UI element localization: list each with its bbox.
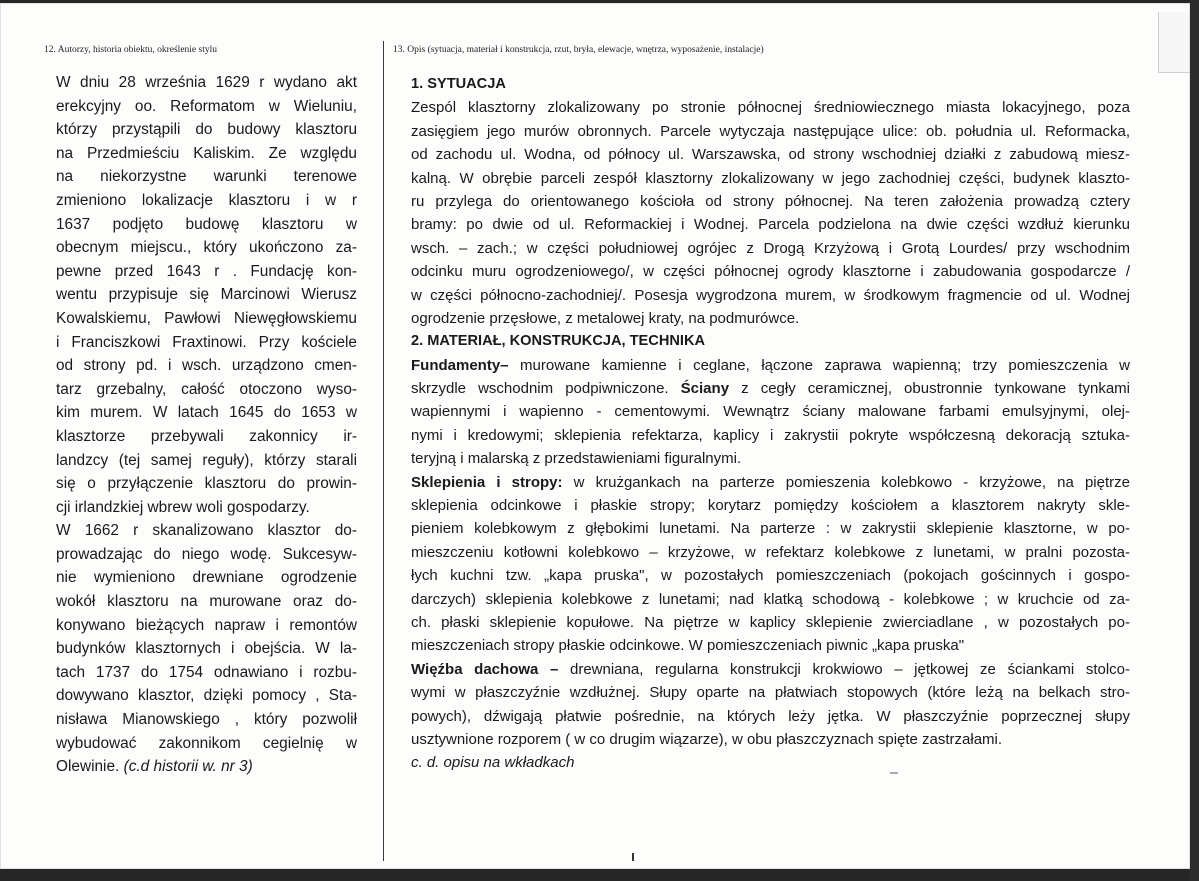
history-last-text: Olewinie. [56, 758, 124, 776]
scan-edge [1190, 0, 1199, 881]
foundations-text: murowane kamienne i ceglane, łączone zaprawa wapienną; trzy pomieszczenia w [508, 356, 1130, 374]
history-line: W dniu 28 września 1629 r wydano akt [56, 74, 357, 91]
vaults-label: Sklepienia i stropy: [411, 473, 563, 491]
left-column-header: 12. Autorzy, historia obiektu, określenie stylu [44, 45, 217, 55]
situation-line: wsch. – zach.; w części południowej ogrójec z Drogą Krzyżową i Grotą Lourdes/ przy wschodnim [411, 239, 1130, 257]
history-line: wokół klasztoru na murowane oraz do- [56, 593, 357, 611]
history-line: pewne przed 1643 r . Fundację kon- [56, 262, 357, 280]
history-line: Kowalskiemu, Pawłowi Niewęgłowskiemu [56, 309, 357, 327]
history-line: i Franciszkowi Fraxtinowi. Przy kościele [56, 333, 357, 351]
roof-label: Więźba dachowa – [411, 660, 559, 678]
situation-line: odcinku muru ogrodzeniowego/, w części północnej ogrody klasztorne i zabudowania gospodarcze / [411, 263, 1130, 281]
roof-line: usztywnione rozporem ( w co drugim wiązarze), w obu płaszczyznach spięte zastrzałami. [411, 730, 1003, 748]
situation-line: w części północno-zachodniej/. Posesja wygrodzona murem, w środkowym fragmencie od ul. Wodnej [411, 286, 1130, 304]
foundations-label: Fundamenty– [411, 356, 509, 374]
roof-line [411, 658, 1130, 681]
history-line: na niekorzystne warunki terenowe [56, 168, 357, 186]
walls-label: Ściany [680, 380, 730, 398]
situation-line: zasięgiem jego murów obronnych. Parcele wytyczaja następujące ulice: ob. południa ul. Reformacka, [411, 122, 1130, 140]
scan-smudge [890, 772, 898, 774]
history-last-line [56, 755, 357, 779]
history-line: budynków klasztornych i obejścia. W la- [56, 640, 357, 658]
history-column [56, 71, 357, 779]
history-line: obecnym miejscu., który ukończono za- [56, 239, 357, 257]
history-line: dowywano klasztor, dzięki pomocy , Sta- [56, 687, 357, 705]
roof-line: wymi w płaszczyźnie wzdłużnej. Słupy oparte na płatwiach stopowych (które leżą na belkach stro- [411, 684, 1130, 702]
history-line: 1637 podjęto budowę klasztoru w [56, 215, 357, 233]
history-line: prowadzając do niego wodę. Sukcesyw- [56, 545, 357, 563]
history-line: się o przyłączenie klasztoru do prowin- [56, 475, 357, 493]
section-title-material: 2. MATERIAŁ, KONSTRUKCJA, TECHNIKA [411, 333, 706, 350]
history-line: wybudować zakonnikom cegielnię w [56, 734, 357, 752]
history-line: tarz grzebalny, całość otoczono wyso- [56, 380, 357, 398]
vaults-line: łych kuchni tzw. „kapa pruska", w pozostałych pomieszczeniach (pokojach gościnnych i gospo- [411, 567, 1130, 585]
history-line: konywano bieżących napraw i remontów [56, 616, 357, 634]
continued-note [411, 751, 1130, 774]
vaults-line: darczych) sklepienia kolebkowe z lunetami; nad klatką schodową - kolebkowe ; w kruchcie od za- [411, 590, 1130, 608]
page-tab [1158, 12, 1189, 73]
history-line: nisława Mianowskiego , który pozwolił [56, 711, 357, 729]
vaults-line: pieniem kolebkowym z głębokimi lunetami. Na parterze : w zakrystii sklepienie klasztorne, w po- [411, 520, 1130, 538]
history-line: landzcy (tej samej reguły), którzy starali [56, 451, 357, 469]
foundations-line [411, 354, 1130, 377]
right-column-header: 13. Opis (sytuacja, materiał i konstrukcja, rzut, bryła, elewacje, wnętrza, wyposażenie, instalacje) [393, 45, 764, 55]
walls-line: nymi i kredowymi; sklepienia refektarza, kaplicy i zakrystii pokryte współczesną dekoracją sztuka- [411, 426, 1130, 444]
history-line: cji irlandzkiej wbrew woli gospodarzy. [56, 498, 310, 516]
history-line: na Przedmieściu Kaliskim. Ze względu [56, 144, 357, 162]
vaults-line: sklepienia odcinkowe i płaskie stropy; korytarz pomiędzy kościołem a klasztorem nakryty skle- [411, 497, 1130, 515]
history-line: klasztorze przebywali zakonnicy ir- [56, 427, 357, 445]
history-line: erekcyjny oo. Reformatom w Wieluniu, [56, 97, 357, 115]
vaults-line: mieszczeniu kotłowni kolebkowo – krzyżowe, w refektarz kolebkowe z lunetami, w pralni pozosta- [411, 543, 1130, 561]
vaults-line [411, 471, 1130, 494]
situation-line: ogrodzenie przęsłowe, z metalowej kraty, na podmurówce. [411, 309, 800, 327]
history-line: W 1662 r skanalizowano klasztor do- [56, 522, 357, 540]
history-line: którzy przystąpili do budowy klasztoru [56, 121, 357, 139]
description-column [411, 73, 1130, 775]
situation-line: od zachodu ul. Wodna, od północy ul. Warszawska, od strony wschodniej działki z zabudową miesz- [411, 146, 1130, 164]
history-continued-note: (c.d historii w. nr 3) [123, 758, 253, 776]
history-line: nie wymieniono drewniane ogrodzenie [56, 569, 357, 587]
vaults-line: ch. płaski sklepienie kopułowe. Na piętrze w kaplicy sklepienie zwierciadlane , w pozostałych po- [411, 613, 1130, 631]
situation-line: kalną. W obrębie parceli zespół klasztorny zlokalizowany w jego zachodniej części, budynek klaszto- [411, 169, 1130, 187]
section-title-situation: 1. SYTUACJA [411, 76, 506, 92]
walls-line: teryjną i malarską z przedstawieniami figuralnymi. [411, 450, 742, 468]
history-line: zmieniono lokalizacje klasztoru i w r [56, 191, 357, 209]
document-sheet [0, 3, 1190, 869]
situation-line: ru przylega do orientowanego kościoła od strony północnej. Na teren założenia prowadzą cztery [411, 192, 1130, 210]
history-line: od strony pd. i wsch. urządzono cmen- [56, 357, 357, 375]
history-line: kim murem. W latach 1645 do 1653 w [56, 404, 357, 422]
situation-line: Zespól klasztorny zlokalizowany po stronie północnej średniowiecznego miasta lokacyjnego, poza [411, 99, 1130, 117]
roof-text: drewniana, regularna konstrukcji krokwiowo – jętkowej ze ściankami stolco- [558, 660, 1130, 678]
scan-mark [632, 853, 634, 861]
roof-line: powych), dźwigają płatwie pośrednie, na których leży jętka. W płaszczyźnie poprzecznej słupy [411, 707, 1130, 725]
walls-line [411, 377, 1130, 400]
situation-line: bramy: po dwie od ul. Reformackiej i Wodnej. Parcela podzielona na dwie części wzdłuż kierunku [411, 216, 1130, 234]
walls-line: wapiennymi i wapienno - cementowymi. Wewnątrz ściany malowane farbami emulsyjnymi, olej- [411, 403, 1130, 421]
vaults-text: w krużgankach na parterze pomieszenia kolebkowo - krzyżowe, na piętrze [562, 473, 1130, 491]
history-line: wentu przypisuje się Marcinowi Wierusz [56, 286, 357, 304]
history-line: tach 1737 do 1754 odnawiano i rozbu- [56, 663, 357, 681]
continued-note-text: c. d. opisu na wkładkach [411, 754, 575, 772]
vaults-line: mieszczeniach stropy płaskie odcinkowe. W pomieszczeniach piwnic „kapa pruska" [411, 637, 965, 655]
foundations-text-2: skrzydle wschodnim podpiwniczone. [411, 380, 681, 398]
column-divider [383, 41, 384, 861]
walls-text: z cegły ceramicznej, obustronnie tynkowane tynkami [729, 380, 1130, 398]
